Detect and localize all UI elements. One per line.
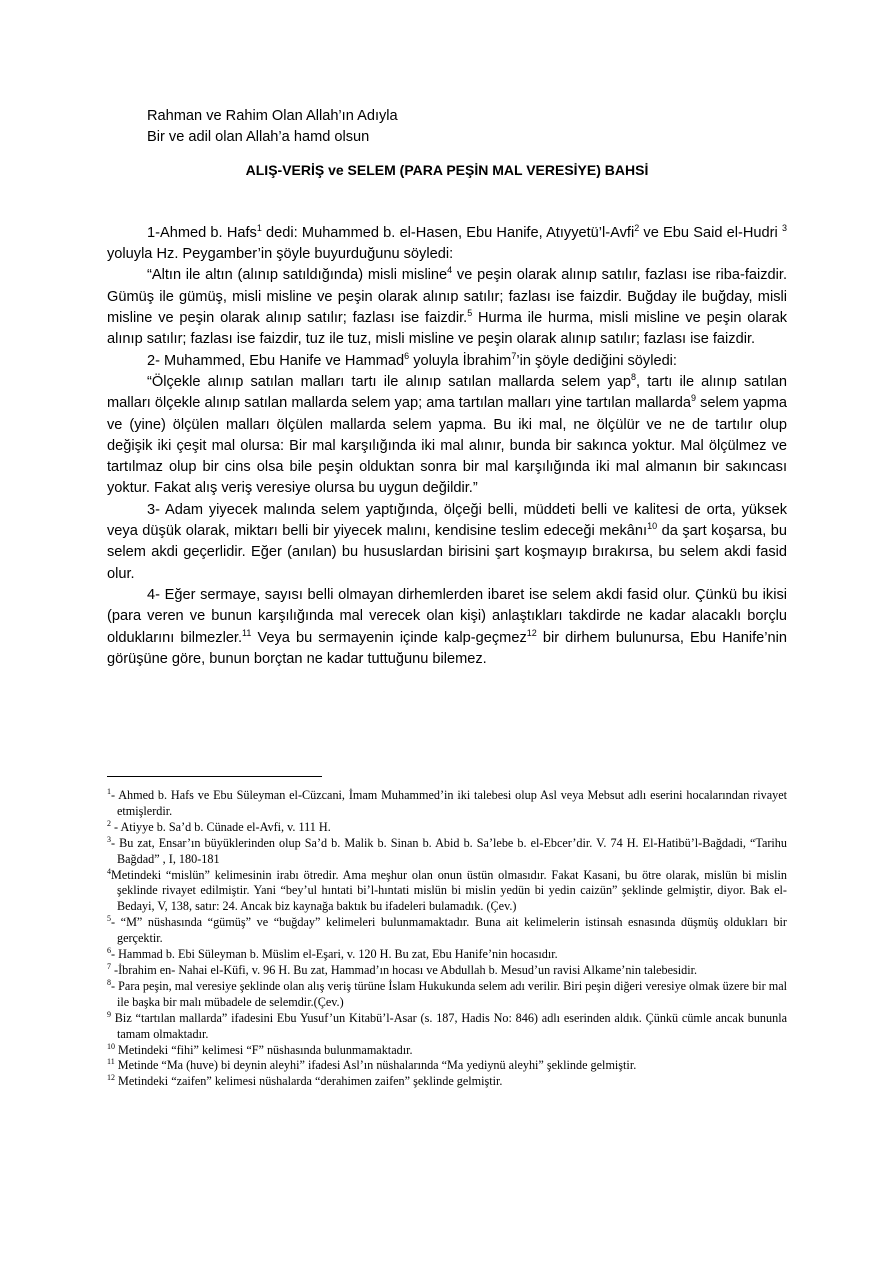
paragraph-text: yoluyla Hz. Peygamber’in şöyle buyurduğunu söyledi:: [107, 246, 454, 263]
document-body: [107, 106, 787, 670]
footnote-marker[interactable]: 7: [511, 350, 517, 361]
footnote: [107, 915, 787, 947]
paragraph-text: ’in şöyle dediğini söyledi:: [516, 352, 677, 369]
footnote-text: -İbrahim en- Nahai el-Küfi, v. 96 H. Bu zat, Hammad’ın hocası ve Abdullah b. Mesud’un ravisi Alkame’nin talebesidir.: [111, 962, 698, 977]
footnote-marker[interactable]: 8: [631, 371, 637, 382]
footnote: [107, 788, 787, 820]
paragraph-text: Veya bu sermayenin içinde kalp-geçmez: [251, 629, 527, 646]
footnote-text: - “M” nüshasında “gümüş” ve “buğday” kelimeleri bulunmamaktadır. Buna ait kelimelerin istinsah esnasında düşmüş oldukları bir gerçektir.: [111, 915, 787, 946]
paragraph-text: 1-Ahmed b. Hafs: [147, 224, 257, 241]
paragraph: [107, 372, 787, 500]
paragraph-text: selem yapma ve (yine) ölçülen malları ölçülen mallarda selem yapma. Bu iki mal, ne ölçülür ve ne de tartılır olup değişik iki çeşit mal olursa: Bir mal karşılığında iki mal alınır, bunda bir sakınca yoktur. Mal ölçülmez ve tartılmaz olup bir cins olsa bile peşin olduktan sonra bir mal karşılığında iki mal almanın bir sakıncası yoktur. Fakat alış veriş veresiye olursa bu uygun değildir.”: [107, 395, 787, 497]
footnote-separator: [107, 776, 322, 777]
footnote-number: 12: [107, 1073, 115, 1083]
footnote-number: 9: [107, 1009, 111, 1019]
paragraph: [107, 223, 787, 266]
footnote-marker[interactable]: 4: [447, 265, 453, 276]
footnote-number: 8: [107, 977, 111, 987]
footnote-marker[interactable]: 1: [256, 222, 262, 233]
footnote: [107, 963, 787, 979]
footnote: [107, 1074, 787, 1090]
footnote-number: 1: [107, 787, 111, 796]
footnote-text: - Ahmed b. Hafs ve Ebu Süleyman el-Cüzcani, İmam Muhammed’in iki talebesi olup Asl veya Mebsut adlı eserini hocalarından rivayet etmişlerdir.: [111, 788, 787, 818]
paragraph-text: yoluyla İbrahim: [409, 352, 512, 369]
footnote: [107, 1043, 787, 1059]
footnote: [107, 820, 787, 836]
paragraph-text: , tartı ile alınıp satılan malları ölçekle alınıp satılan mallarda selem yap; ama tartılan malları yine tartılan mallarda: [107, 373, 787, 412]
footnote-number: 3: [107, 834, 111, 844]
footnote-marker[interactable]: 10: [647, 521, 658, 532]
footnote-text: Metinde “Ma (huve) bi deynin aleyhi” ifadesi Asl’ın nüshalarında “Ma yediynü aleyhi” şeklinde gelmiştir.: [114, 1058, 637, 1073]
footnote: [107, 868, 787, 916]
footnotes: [107, 788, 787, 1090]
footnote-marker[interactable]: 9: [691, 393, 697, 404]
footnote-text: Biz “tartılan mallarda” ifadesini Ebu Yusuf’un Kitabü’l-Asar (s. 187, Hadis No: 846) adlı eserinden aldık. Çünkü cümle ancak bununla tamam olmaktadır.: [111, 1010, 787, 1041]
paragraph: [107, 585, 787, 670]
footnote-number: 7: [107, 961, 111, 971]
opening-line-2: Bir ve adil olan Allah’a hamd olsun: [147, 129, 370, 146]
paragraph-text: 3- Adam yiyecek malında selem yaptığında, ölçeği belli, müddeti belli ve kalitesi de orta, yüksek veya düşük olarak, miktarı belli bir yiyecek malını, kendisine teslim edeceği mekânı: [107, 501, 787, 540]
paragraph-text: Hurma ile hurma, misli misline ve peşin olarak alınıp satılır; fazlası ise faizdir, tuz ile tuz, misli misline ve peşin olarak alınıp satılır; fazlası ise faizdir.: [107, 310, 787, 348]
footnote-text: - Atiyye b. Sa’d b. Cünade el-Avfi, v. 111 H.: [111, 819, 331, 834]
paragraph-text: da şart koşarsa, bu selem akdi geçerlidir. Eğer (anılan) bu hususlardan birisini şart koşmayıp bırakırsa, bu selem akdi fasid olur.: [107, 523, 788, 582]
paragraph-text: dedi: Muhammed b. el-Hasen, Ebu Hanife, Atıyyetü’l-Avfi: [261, 224, 635, 241]
paragraph-text: bir dirhem bulunursa, Ebu Hanife’nin görüşüne göre, bunun borçtan ne kadar tuttuğunu bilemez.: [107, 629, 787, 667]
chapter-title: ALIŞ-VERİŞ ve SELEM (PARA PEŞİN MAL VERESİYE) BAHSİ: [245, 161, 649, 178]
footnote-marker[interactable]: 6: [404, 350, 410, 361]
footnote: [107, 947, 787, 963]
opening-line-1: Rahman ve Rahim Olan Allah’ın Adıyla: [147, 108, 398, 124]
footnote-marker[interactable]: 5: [467, 308, 473, 319]
footnote: [107, 836, 787, 868]
footnote-number: 10: [107, 1041, 115, 1051]
footnote-text: - Hammad b. Ebi Süleyman b. Müslim el-Eşari, v. 120 H. Bu zat, Ebu Hanife’nin hocasıdır.: [111, 947, 558, 962]
paragraph: [107, 265, 787, 350]
footnote-marker[interactable]: 3: [781, 222, 787, 233]
paragraph-text: “Ölçekle alınıp satılan malları tartı ile alınıp satılan mallarda selem yap: [147, 373, 632, 390]
footnote: [107, 1011, 787, 1043]
opening-lines: [107, 106, 787, 149]
footnote-text: Metindeki “zaifen” kelimesi nüshalarda “derahimen zaifen” şeklinde gelmiştir.: [115, 1074, 503, 1089]
footnote-number: 6: [107, 946, 111, 956]
footnote-number: 11: [107, 1057, 115, 1067]
paragraph-text: ve Ebu Said el-Hudri: [639, 224, 782, 241]
paragraph-text: 4- Eğer sermaye, sayısı belli olmayan dirhemlerden ibaret ise selem akdi fasid olur. Çünkü bu ikisi (para veren ve bunun karşılığında mal verecek olan kişi) anlaştıkları takdirde ne kadar alacaklı borçlu olduklarını bilmezler.: [107, 586, 787, 646]
paragraph-text: ve peşin olarak alınıp satılır, fazlası ise riba-faizdir. Gümüş ile gümüş, misli misline ve peşin olarak alınıp satılır; fazlası ise faizdir. Buğday ile buğday, misli misline ve peşin olarak alınıp satılır; fazlası ise faizdir.: [107, 267, 787, 327]
footnote-number: 4: [107, 866, 111, 876]
paragraph-text: 2- Muhammed, Ebu Hanife ve Hammad: [147, 352, 405, 369]
main-paragraphs: [107, 223, 787, 670]
footnote-text: Metindeki “mislün” kelimesinin irabı ötredir. Ama meşhur olan onun üstün olmasıdır. Fakat Kasani, bu ötre olarak, mislün bi mislin şeklinde rivayet edilmiştir. Yani “bey’ul hıntati bi’l-hıntati mislün bi mislin yedün bi yedin caizün” şeklinde gelmiştir, diyor. Bak el-Bedayi, V, 138, satır: 24. Ancak biz kaynağa baktık bu ifadeleri bulamadık. (Çev.): [111, 867, 787, 914]
footnote-marker[interactable]: 12: [526, 627, 537, 638]
paragraph: [107, 351, 787, 372]
footnote-number: 2: [107, 818, 111, 828]
paragraph: [107, 500, 787, 585]
paragraph-text: “Altın ile altın (alınıp satıldığında) misli misline: [147, 267, 448, 284]
footnote-text: - Bu zat, Ensar’ın büyüklerinden olup Sa’d b. Malik b. Sinan b. Abid b. Sa’lebe b. el-Ebcer’dir. V. 74 H. El-Hatibü’l-Bağdadi, “Tarihu Bağdad” , I, 180-181: [111, 835, 787, 866]
footnote: [107, 1058, 787, 1074]
footnote: [107, 979, 787, 1011]
footnote-marker[interactable]: 11: [242, 627, 252, 638]
footnote-marker[interactable]: 2: [634, 222, 640, 233]
footnote-text: - Para peşin, mal veresiye şeklinde olan alış veriş türüne İslam Hukukunda selem adı verilir. Biri peşin diğeri veresiye olmak üzere bir mal ile başka bir malı mübadele de selemdir.(Çev.): [111, 978, 787, 1009]
footnote-text: Metindeki “fihi” kelimesi “F” nüshasında bulunmamaktadır.: [115, 1042, 413, 1057]
footnote-number: 5: [107, 914, 111, 924]
